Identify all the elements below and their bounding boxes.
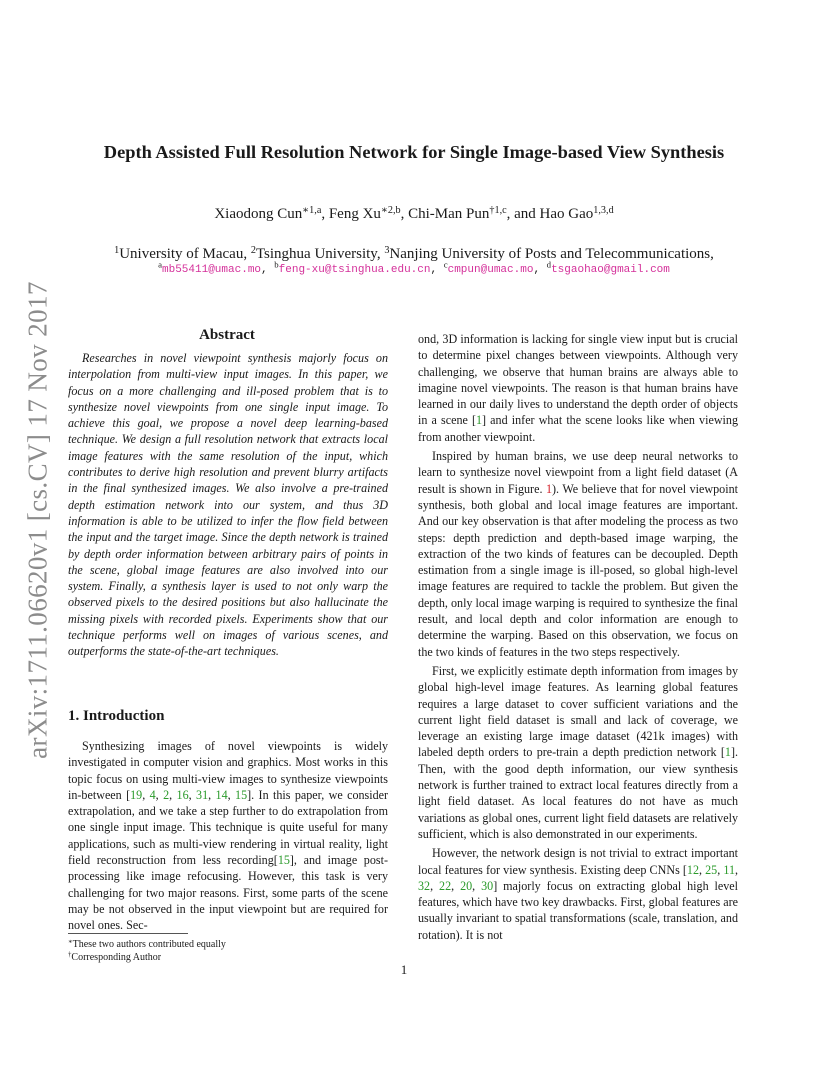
footnote-text: These two authors contributed equally xyxy=(72,939,226,950)
author-superscript: ∗1,a xyxy=(302,204,322,216)
email-link[interactable]: mb55411@umac.mo xyxy=(162,264,262,276)
text-run: ] majorly focus on extracting global high level features, which have two key drawbacks. First, global features are usually invariant to spatial transformations (scale, translation, and rotation). It is not xyxy=(418,878,739,942)
text-run: Synthesizing images of novel viewpoints is widely investigated in computer vision and graphics. Most works in this topic focus on using multi-view images to synthesize viewpoints in-between [ xyxy=(68,739,388,802)
affiliation: Tsinghua University, xyxy=(255,246,381,262)
text-run: ond, 3D information is lacking for single view input but is crucial to determine pixel changes between viewpoints. Although very challenging, we observe that human brains are always able to imagine novel viewpoints. The reason is that human brains have learned in our daily lives to understand the depth order of objects in a scene [ xyxy=(418,332,738,428)
affiliation: University of Macau, xyxy=(119,246,248,262)
citation-link[interactable]: 20 xyxy=(460,878,473,893)
author-name: Chi-Man Pun xyxy=(408,206,490,222)
text-run: However, the network design is not trivial to extract important local features for view synthesis. Existing deep CNNs [ xyxy=(418,846,738,877)
footnote-divider xyxy=(68,933,188,934)
author-superscript: 1,3,d xyxy=(593,204,614,216)
email-mark: d xyxy=(546,259,552,270)
author-name: and Hao Gao xyxy=(514,206,594,222)
author-superscript: ∗2,b xyxy=(380,204,401,216)
arxiv-identifier xyxy=(14,280,62,760)
author-list: Xiaodong Cun$^{∗1,a}$, Feng $Xu^{∗2,b}$, Chi-Man Pun$^{\dagger 1,c}$, and Hao Gao$^{1,3,d}$ xyxy=(214,204,614,222)
abstract-heading: Abstract xyxy=(199,327,255,343)
email-link[interactable]: cmpun@umac.mo xyxy=(447,264,534,276)
citation-link[interactable]: 1 xyxy=(724,745,731,760)
citation-link[interactable]: 12 xyxy=(686,862,699,877)
separator: , xyxy=(430,264,438,276)
text-run: Inspired by human brains, we use deep neural networks to learn to synthesize novel viewpoint from a light field dataset (A result is shown in Figure. xyxy=(418,449,738,496)
intro-paragraph-2 xyxy=(418,448,738,660)
citation-link[interactable]: 31 xyxy=(196,787,209,802)
figure-reference-link[interactable]: 1 xyxy=(545,481,553,496)
footnote xyxy=(68,938,226,951)
footnote-mark: ∗ xyxy=(68,938,73,946)
footnote-mark: † xyxy=(68,951,72,959)
affiliations xyxy=(60,246,768,263)
citation-link[interactable]: 16 xyxy=(176,787,189,802)
citation-link[interactable]: 4 xyxy=(149,787,156,802)
citation-link[interactable]: 19 xyxy=(130,787,143,802)
citation-link[interactable]: 2 xyxy=(163,787,170,802)
page-number: 1 xyxy=(400,962,408,977)
paper-title: Depth Assisted Full Resolution Network for Single Image-based View Synthesis xyxy=(103,142,725,162)
email-mark: c xyxy=(443,259,448,270)
text-run: ). We believe that for novel viewpoint synthesis, both global and local image features are important. And our key observation is that after modeling the process as two steps: depth prediction and depth-based image warping, the extraction of the two kinds of features can be decoupled. Depth estimation from a single image is ill-posed, so global high-level image features are required to tackle the problem. But given the depth, only local image warping is required to synthesize the final result, and local depth and color information are enough to determine the warping. Based on this observation, we focus on the two kinds of features in the two steps respectively. xyxy=(418,481,738,659)
right-column xyxy=(418,331,738,943)
email-link[interactable]: feng-xu@tsinghua.edu.cn xyxy=(278,264,431,276)
intro-paragraph-1: Synthesizing images of novel viewpoints is widely investigated in computer vision and graphics. Most works in this topic focus on using multi-view images to synthesize viewpoints in-between [19, 4, 2, 16, 31, 14, 15]. In this paper, we consider extrapolation, and we take a step further to do extrapolation from one single input image. This technique is quite useful for many applications, such as multi-view rendering in virtual reality, light field reconstruction from less recording[15], and image post-processing like image refocusing. However, this task is very challenging for two major reasons. First, some parts of the scene may be not observed in the input viewpoint but are required for novel ones. Sec- xyxy=(68,739,389,933)
citation-link[interactable]: 11 xyxy=(723,862,735,877)
affiliation-mark: 3 xyxy=(384,244,390,256)
citation-link[interactable]: 30 xyxy=(481,878,494,893)
citation-link[interactable]: 32 xyxy=(418,878,431,893)
footnote xyxy=(68,951,161,964)
separator: , xyxy=(533,264,541,276)
text-run: ]. Then, with the good depth information, our view synthesis network is further trained to extract local features directly from a light field dataset. As local features do not have as much variations as global ones, current light field datasets are relatively sufficient, which is also demonstrated in our experiments. xyxy=(418,745,738,841)
email-link[interactable]: tsgaohao@gmail.com xyxy=(551,264,670,276)
citation-link[interactable]: 15 xyxy=(277,853,290,868)
email-list xyxy=(60,259,768,276)
text-run: ] and infer what the scene looks like when viewing from another viewpoint. xyxy=(418,413,739,444)
abstract-paragraph: Researches in novel viewpoint synthesis majorly focus on interpolation from multi-view input images. In this paper, we focus on a more challenging and ill-posed problem that is to synthesize novel viewpoints from one single input image. To achieve this goal, we propose a novel deep learning-based technique. We design a full resolution network that extracts local image features with the same resolution of the input, which contributes to derive high resolution and prevent blurry artifacts in the final synthesized images. We also involve a pre-trained depth estimation network into our system, and thus 3D information is able to be utilized to infer the flow field between the input and the target image. Since the depth network is trained by depth order information between arbitrary pairs of points in the scene, global image features are also involved into our system. Finally, a synthesis layer is used to not only warp the observed pixels to the desired positions but also hallucinate the missing pixels with recorded pixels. Experiments show that our technique performs well on images of various scenes, and outperforms the state-of-the-art techniques. xyxy=(68,351,388,659)
affiliation: Nanjing University of Posts and Telecommunications, xyxy=(389,246,714,262)
author-name: Xiaodong Cun xyxy=(214,206,303,222)
text-run: ], and image post-processing like image refocusing. However, this task is very challenging for two major reasons. First, some parts of the scene may be not observed in the input viewpoint but are required for novel ones. Sec- xyxy=(68,853,388,933)
citation-link[interactable]: 1 xyxy=(476,413,483,428)
email-mark: b xyxy=(274,259,279,270)
arxiv-identifier-text: arXiv:1711.06620v1 [cs.CV] 17 Nov 2017 xyxy=(22,281,53,759)
intro-paragraph-1-continued xyxy=(418,331,738,445)
citation-link[interactable]: 15 xyxy=(235,787,248,802)
text-run: First, we explicitly estimate depth information from images by global high-level image features. As learning global features requires a large dataset to cover sufficient variations and the current light field dataset is small and lack of coverage, we leverage an existing large image dataset (421k images) with labeled depth orders to pre-train a depth prediction network [ xyxy=(418,663,738,760)
intro-paragraph-4: However, the network design is not trivial to extract important local features for view synthesis. Existing deep CNNs [12, 25, 11, 32, 22, 20, 30] majorly focus on extracting global high level features, which have two key drawbacks. First, global features are usually invariant to spatial transformations (scale, translation, and rotation). It is not xyxy=(418,846,739,942)
email-mark: a xyxy=(158,259,162,270)
intro-paragraph-3 xyxy=(418,663,738,842)
affiliation-mark: 1 xyxy=(114,244,120,256)
abstract-body xyxy=(68,350,388,660)
section-heading-introduction: 1. Introduction xyxy=(68,708,165,724)
author-superscript: †1,c xyxy=(489,204,507,216)
citation-link[interactable]: 22 xyxy=(439,878,452,893)
text-run: ]. In this paper, we consider extrapolation, and we take a step further to do extrapolation from one single input image. This technique is quite useful for many applications, such as multi-view rendering in virtual reality, light field reconstruction from less recording[ xyxy=(68,787,389,868)
citation-link[interactable]: 14 xyxy=(215,787,228,802)
affiliation-mark: 2 xyxy=(250,244,256,256)
citation-link[interactable]: 25 xyxy=(705,862,718,877)
footnote-text: Corresponding Author xyxy=(71,952,162,963)
author-name: Feng Xu xyxy=(328,206,381,222)
separator: , xyxy=(261,264,268,276)
introduction-left-column xyxy=(68,738,388,934)
